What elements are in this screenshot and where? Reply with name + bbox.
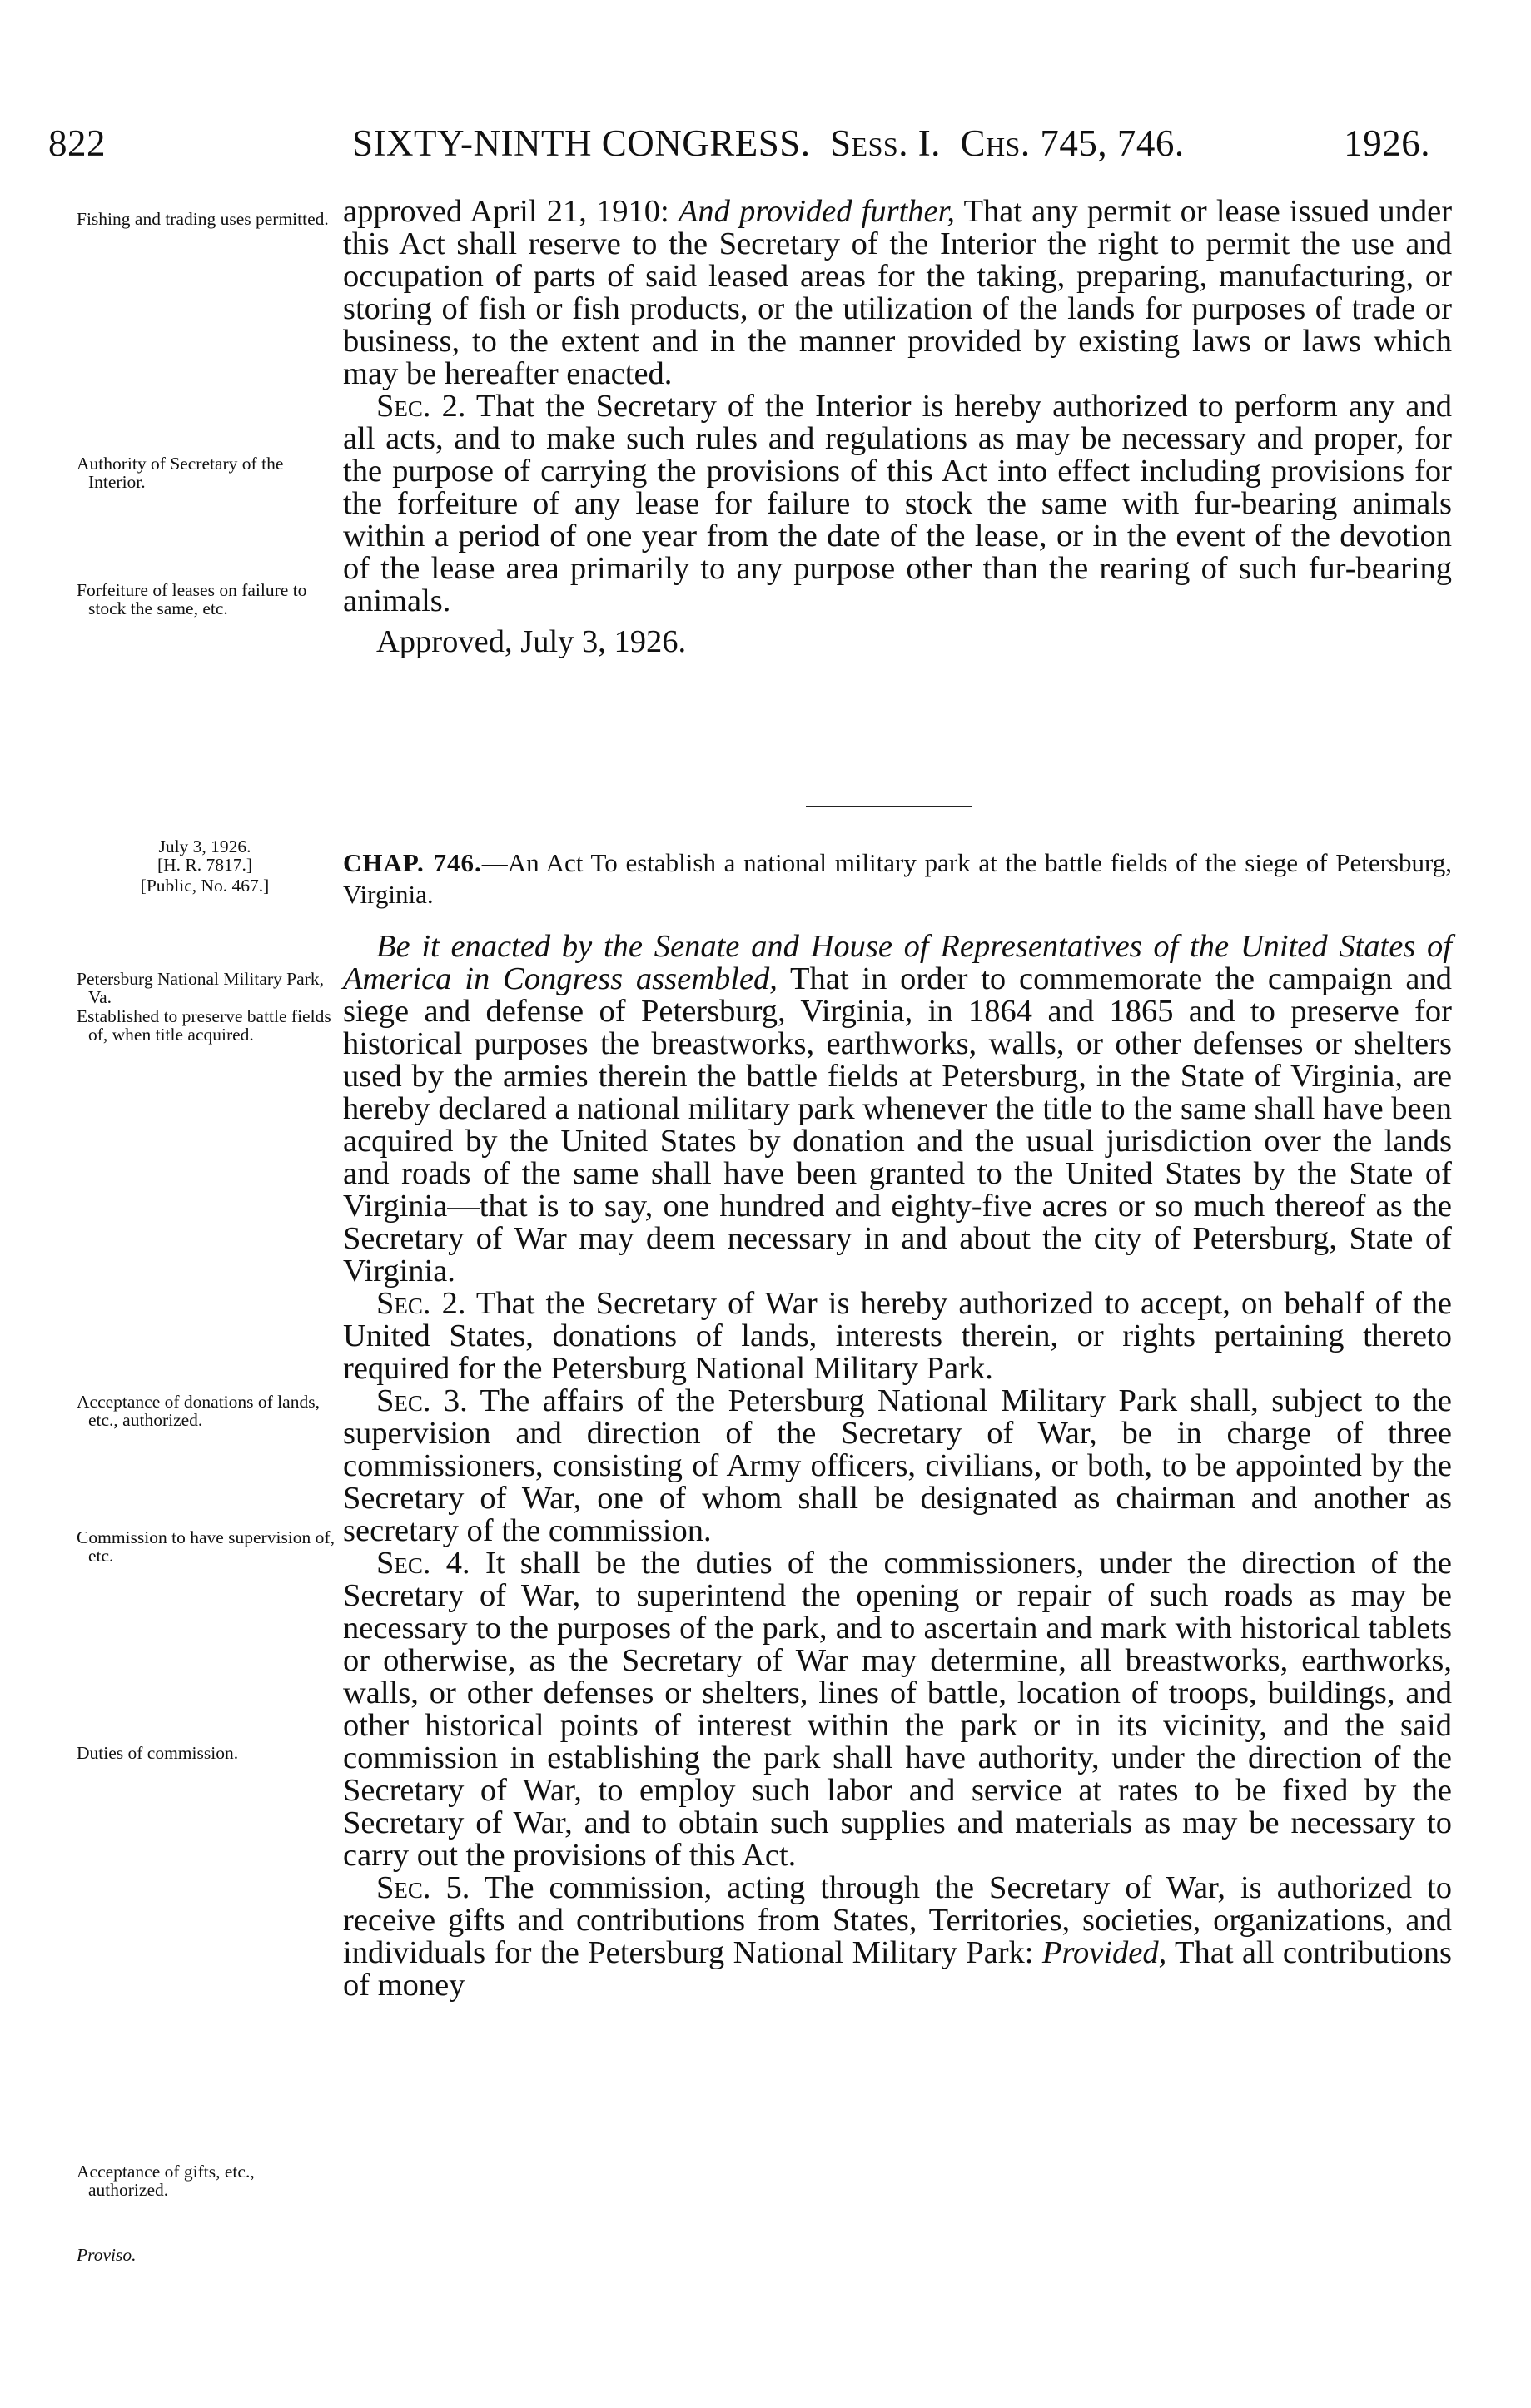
sec-3-label: Sec. 3. [376,1383,468,1418]
session-label: Sess. I. [830,122,941,164]
margin-note-proviso: Proviso. [77,2245,137,2265]
sec-5-proviso: Provided, [1041,1935,1167,1970]
section-2-text: That the Secretary of the Interior is hereby authorized to perform any and all acts, and to make such rules and regulations as may be necessary and proper, for the purpose of carrying the provisions of this Act into effect including provisions for the forfeiture of any lease for failure to stock the same with fur-bearing animals within a period of one year from the date of the lease, or in the event of the devotion of the lease area primarily to any purpose other than the rearing of such fur-bearing animals. [343,389,1452,618]
sec-2-paragraph [343,1288,1452,1385]
margin-note-acceptance-donations: Acceptance of donations of lands, etc., authorized. [77,1392,320,1430]
margin-note-duties: Duties of commission. [77,1743,239,1763]
sec-4-text: It shall be the duties of the commissioners, under the direction of the Secretary of War, to superintend the opening or repair of such roads as may be necessary to the purposes of the park, and to ascertain and mark with historical tablets or otherwise, as the Secretary of War may determine, all breastworks, earthworks, walls, or other defenses or shelters, lines of battle, location of troops, buildings, and other historical points of interest within the park or in its vicinity, and the said commission in establishing the park shall have authority, under the direction of the Secretary of War, to employ such labor and service at rates to be fixed by the Secretary of War, and to obtain such supplies and materials as may be necessary to carry out the provisions of this Act. [343,1546,1452,1873]
running-head [48,122,1447,171]
margin-note-fishing: Fishing and trading uses permitted. [77,209,329,229]
margin-note-authority: Authority of Secretary of the Interior. [77,454,284,492]
margin-note-commission: Commission to have supervision of, etc. [77,1527,335,1566]
continuation-proviso: And provided further, [678,194,955,229]
margin-note-acceptance-gifts: Acceptance of gifts, etc., authorized. [77,2162,255,2200]
running-title [352,122,1185,165]
continuation-paragraph [343,196,1452,390]
bill-info [72,837,338,895]
sec-2-label: Sec. 2. [376,1286,466,1321]
bill-date: July 3, 1926. [158,837,251,856]
public-number: [Public, No. 467.] [140,876,270,896]
sec-5-label: Sec. 5. [376,1870,470,1905]
margin-note-forfeiture: Forfeiture of leases on failure to stock the same, etc. [77,580,307,618]
chapter-title: —An Act To establish a national military park at the battle fields of the siege of Petersburg, Virginia. [343,848,1453,909]
approval-line: Approved, July 3, 1926. [376,624,687,659]
margin-note-park: Petersburg National Military Park, Va. [77,969,324,1007]
section-2-label: Sec. 2. [376,389,466,424]
continuation-end: That any permit or lease issued under this Act shall reserve to the Secretary of the Interior the right to permit the use and occupation of parts of said leased areas for the taking, preparing, manufacturing, or storing of fish or fish products, or the utilization of the lands for purposes of trade or business, to the extent and in the manner provided by existing laws or laws which may be hereafter enacted. [343,194,1453,391]
sec-5-text: The commission, acting through the Secretary of War, is authorized to receive gifts and contributions from States, Territories, societies, organizations, and individuals for the Petersburg National Military Park: [343,1870,1453,1970]
sec-2-text: That the Secretary of War is hereby authorized to accept, on behalf of the United States, donations of lands, interests therein, or rights pertaining thereto required for the Petersburg National Military Park. [343,1286,1452,1386]
chapter-745-text [343,196,1452,658]
sec-4-label: Sec. 4. [376,1546,470,1581]
sec-5-paragraph [343,1872,1452,2002]
bill-number: [H. R. 7817.] [157,855,253,875]
enacting-text: That in order to commemorate the campaign and siege and defense of Petersburg, Virginia, in 1864 and 1865 and to preserve for historical purposes the breastworks, earthworks, walls, or other defenses or shelters used by the armies therein the battle fields at Petersburg, in the State of Virginia, are hereby declared a national military park whenever the title to the same shall have been acquired by the United States by donation and the usual jurisdiction over the lands and roads of the same shall have been granted to the United States by the State of Virginia—that is to say, one hundred and eighty-five acres or so much thereof as the Secretary of War may deem necessary in and about the city of Petersburg, State of Virginia. [343,961,1452,1288]
sec-3-text: The affairs of the Petersburg National Military Park shall, subject to the supervision and direction of the Secretary of War, be in charge of three commissioners, consisting of Army officers, civilians, or both, to be appointed by the Secretary of War, one of whom shall be designated as chairman and another as secretary of the commission. [343,1383,1452,1548]
sec-4-paragraph [343,1547,1452,1872]
chapter-746-text [343,931,1452,2002]
continuation-start: approved April 21, 1910: [343,194,679,229]
sec-3-paragraph [343,1385,1452,1547]
page-number: 822 [48,122,106,164]
header-year: 1926. [1344,122,1430,164]
enacting-clause: Be it enacted by the Senate and House of Representatives of the United States of America in Congress assembled, [343,929,1452,996]
sec-5-end: That all contributions of money [343,1935,1453,2003]
chapter-label: CHAP. 746. [343,848,482,877]
margin-note-established: Established to preserve battle fields of, when title acquired. [77,1006,331,1045]
enacting-paragraph [343,931,1452,1288]
chapters-label: Chs. 745, 746. [960,122,1185,164]
chapter-746-heading [343,847,1452,911]
section-2-paragraph [343,390,1452,618]
congress-title: SIXTY-NINTH CONGRESS. [352,122,811,164]
chapter-divider [806,806,972,807]
